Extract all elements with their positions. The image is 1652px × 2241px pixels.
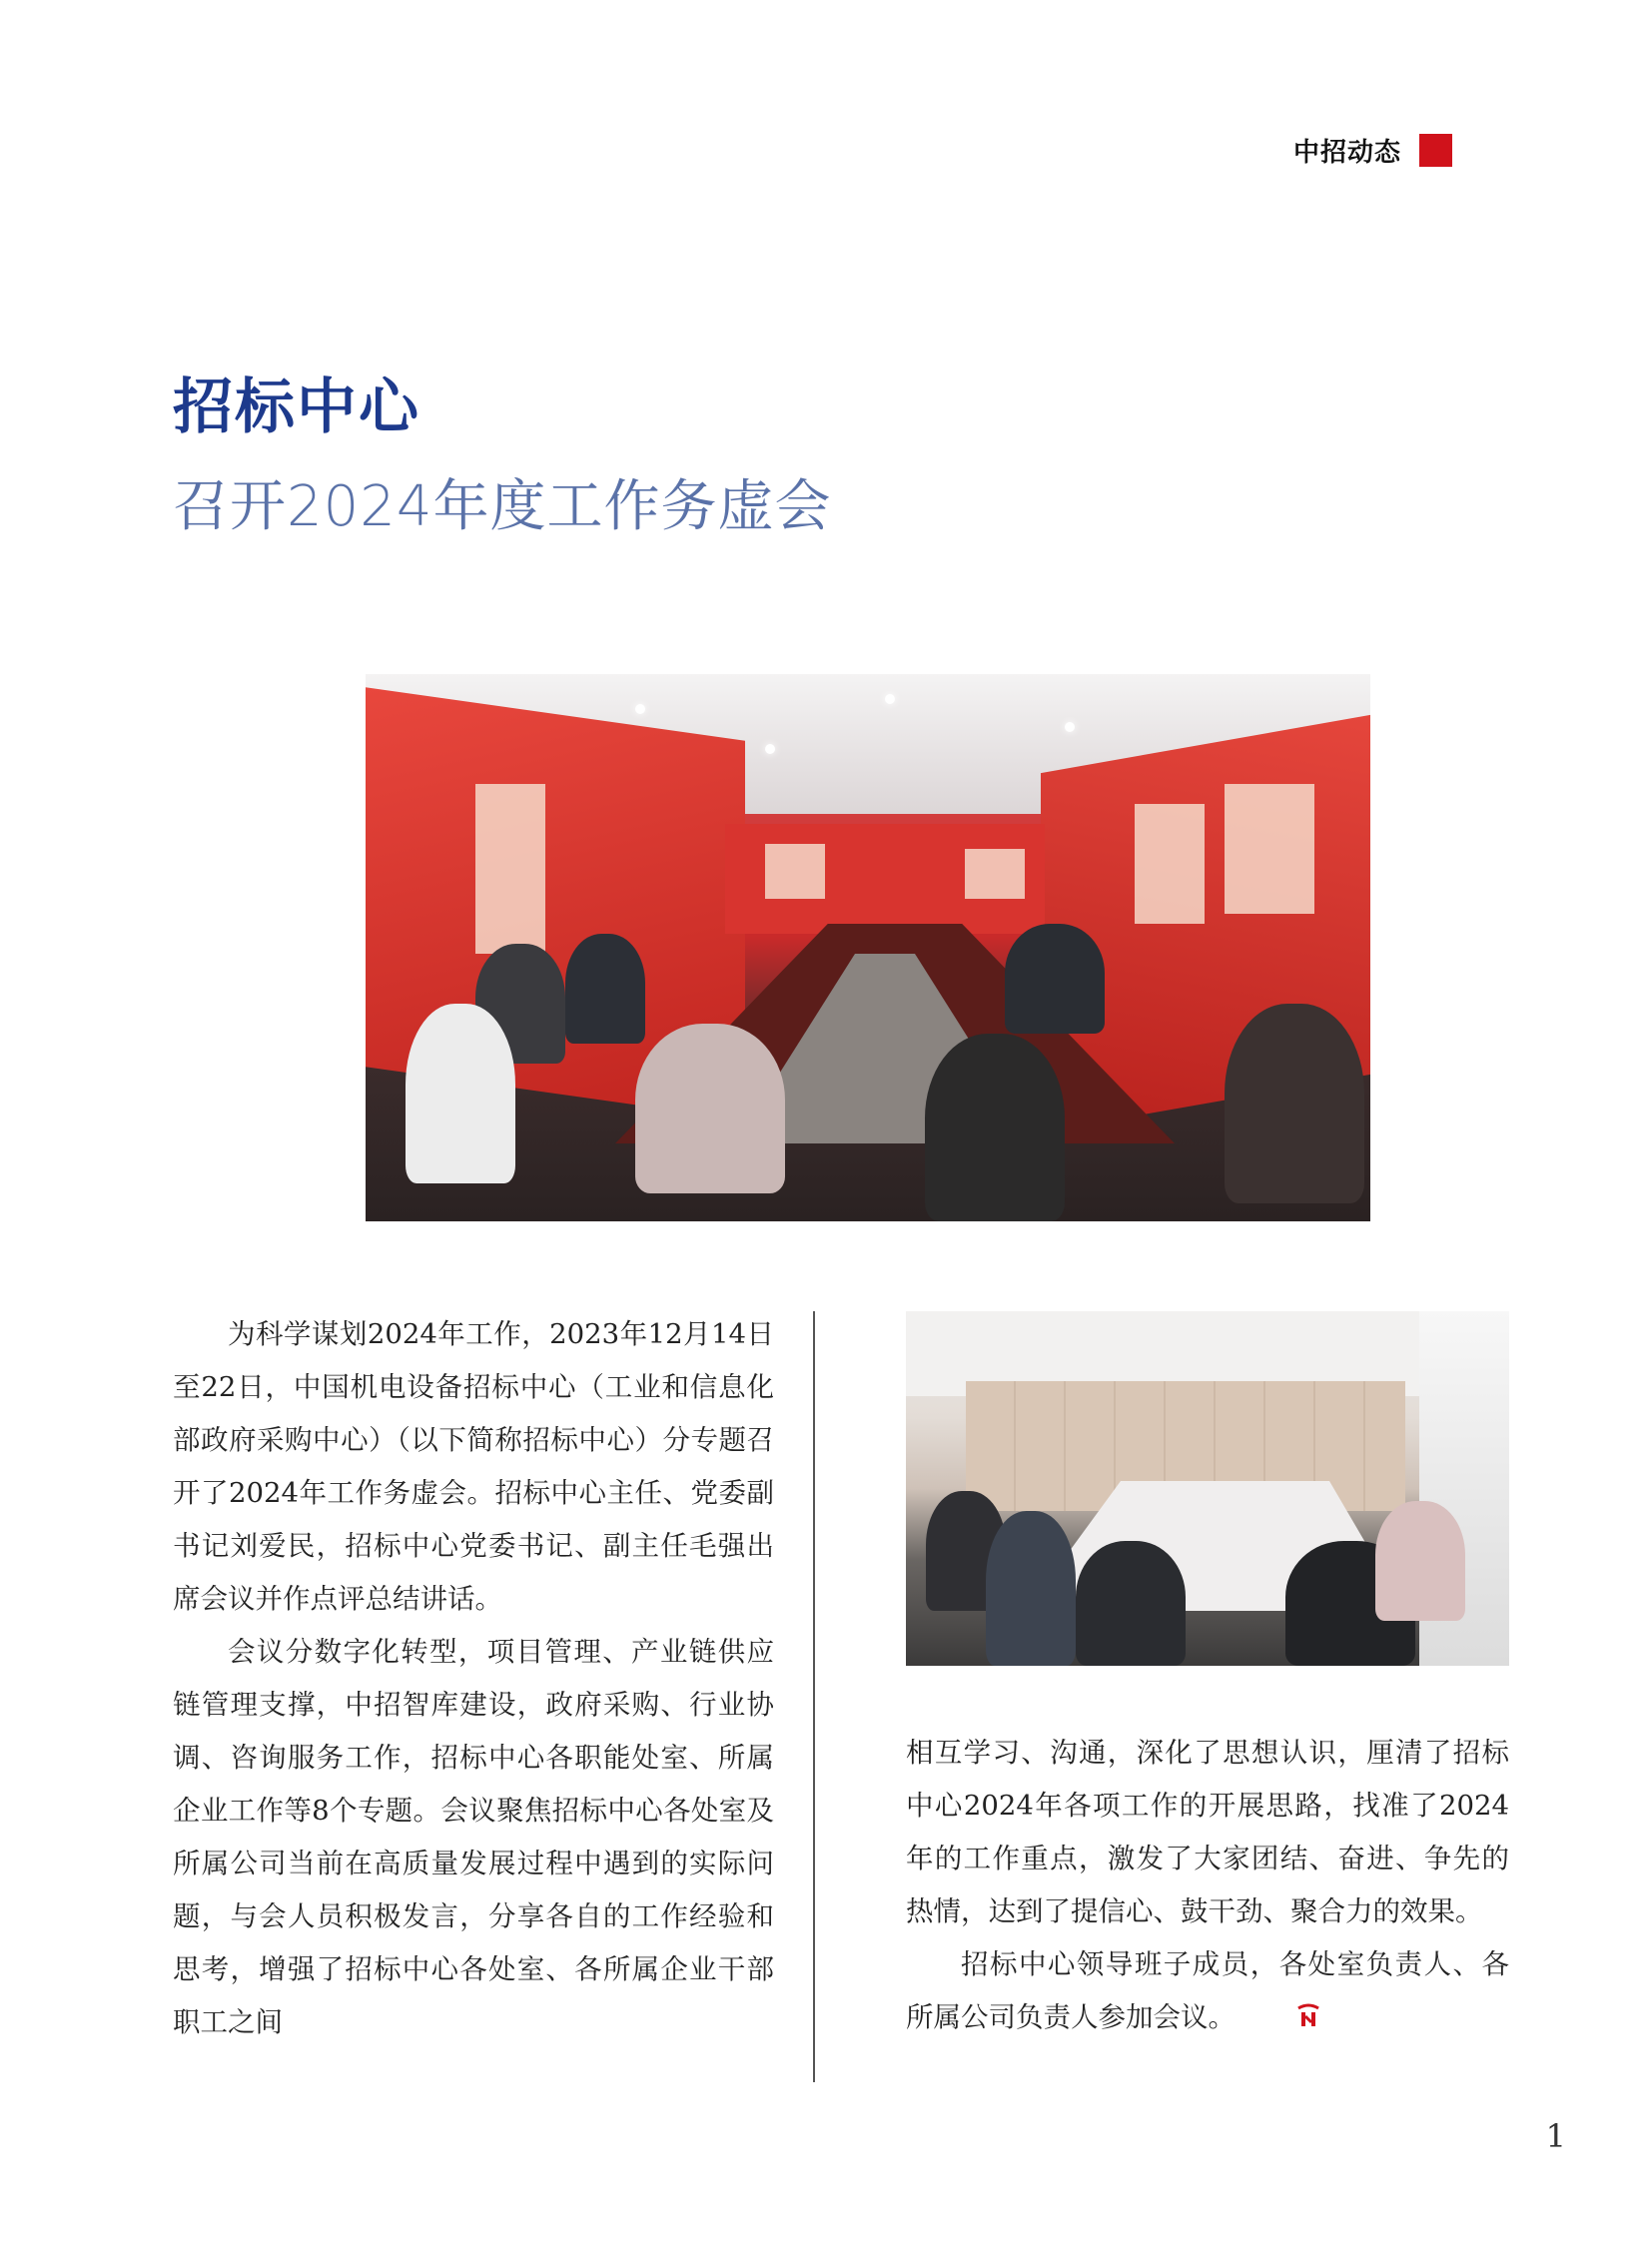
exhibit-panel [765,844,825,899]
page-number: 1 [1545,2117,1566,2155]
section-accent-square [1419,134,1452,167]
paragraph: 相互学习、沟通，深化了思想认识，厘清了招标中心2024年各项工作的开展思路，找准了2024年的工作重点，激发了大家团结、奋进、争先的热情，达到了提信心、鼓干劲、聚合力的效果。 [906,1737,1509,1927]
paragraph-last [906,1938,1509,2048]
column-divider [813,1311,815,2082]
attendee [565,934,645,1044]
attendee [1375,1501,1465,1621]
meeting-photo-side [906,1311,1509,1666]
ceiling-light [1065,722,1075,732]
meeting-photo-main [366,674,1370,1221]
attendee [635,1024,785,1193]
paragraph-text: 招标中心领导班子成员，各处室负责人、各所属公司负责人参加会议。 [906,1948,1509,2033]
publication-logo-icon [1239,1995,1322,2048]
ceiling-light [765,744,775,754]
paragraph: 会议分数字化转型，项目管理、产业链供应链管理支撑，中招智库建设，政府采购、行业协调、咨询服务工作，招标中心各职能处室、所属企业工作等8个专题。会议聚焦招标中心各处室及所属公司当前在高质量发展过程中遇到的实际问题，与会人员积极发言，分享各自的工作经验和思考，增强了招标中心各处室、各所属企业干部职工之间 [173,1636,774,2038]
exhibit-panel [1135,804,1205,924]
attendee [1225,1004,1364,1203]
attendee [406,1004,515,1183]
exhibit-panel [1225,784,1314,914]
article-body-right [906,1727,1509,2048]
paragraph: 为科学谋划2024年工作，2023年12月14日至22日，中国机电设备招标中心（工业和信息化部政府采购中心）（以下简称招标中心）分专题召开了2024年工作务虚会。招标中心主任、党委副书记刘爱民，招标中心党委书记、副主任毛强出席会议并作点评总结讲话。 [173,1318,774,1615]
exhibit-panel [475,784,545,954]
attendee [925,1034,1065,1221]
article-subtitle: 召开2024年度工作务虚会 [173,474,832,539]
section-tag [1293,132,1452,169]
ceiling-light [885,694,895,704]
ceiling-light [635,704,645,714]
attendee [986,1511,1076,1666]
attendee [1076,1541,1186,1666]
attendee [1005,924,1105,1034]
article-body-left [173,1308,774,2049]
section-label: 中招动态 [1292,138,1401,168]
article-title: 招标中心 [173,373,420,442]
exhibit-panel [965,849,1025,899]
